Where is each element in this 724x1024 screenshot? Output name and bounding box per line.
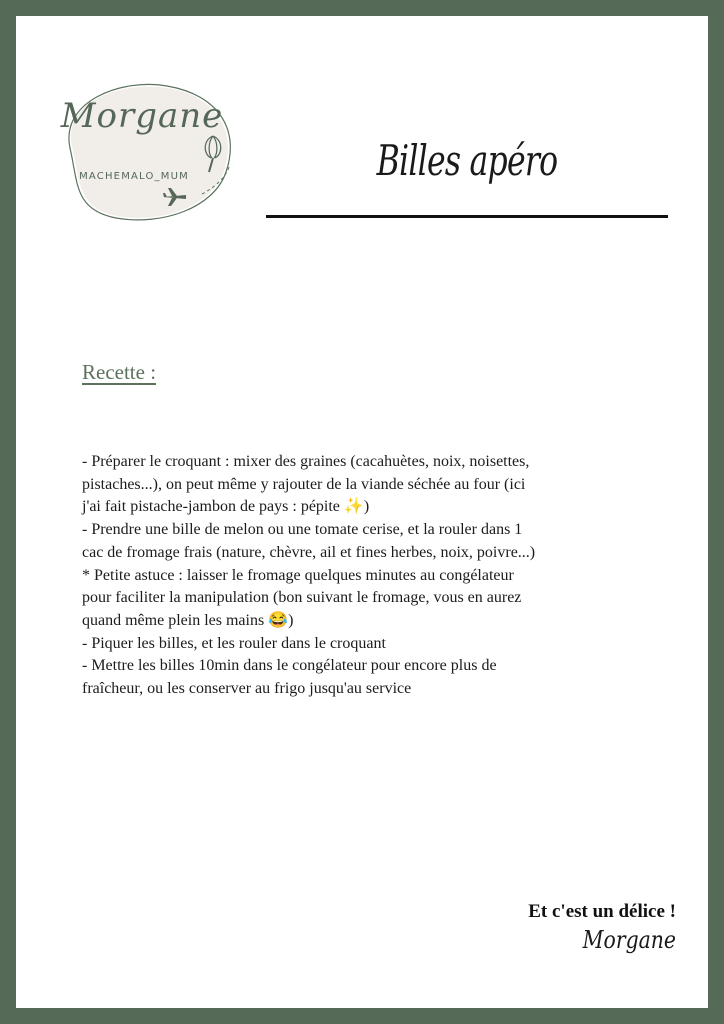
instruction-line: cac de fromage frais (nature, chèvre, ail et fines herbes, noix, poivre...) — [82, 543, 536, 561]
instruction-line: - Préparer le croquant : mixer des graines (cacahuètes, noix, noisettes, — [82, 453, 530, 470]
closing-line: Et c'est un délice ! — [528, 901, 676, 922]
title-divider — [266, 215, 668, 218]
recipe-page — [16, 16, 708, 1008]
instruction-line: fraîcheur, ou les conserver au frigo jusqu'au service — [82, 680, 412, 698]
recipe-title: Billes apéro — [376, 136, 558, 185]
logo-name: Morgane — [60, 96, 224, 136]
logo — [52, 76, 242, 266]
instructions — [82, 451, 622, 701]
airplane-icon — [162, 186, 188, 208]
whisk-icon — [200, 134, 226, 174]
instruction-line: * Petite astuce : laisser le fromage quelques minutes au congélateur — [82, 566, 514, 584]
logo-handle: MACHEMALO_MUM — [79, 171, 189, 182]
section-label: Recette : — [82, 360, 157, 384]
signature: Morgane — [582, 926, 676, 954]
instruction-line: - Piquer les billes, et les rouler dans le croquant — [82, 634, 386, 652]
instruction-line: - Prendre une bille de melon ou une tomate cerise, et la rouler dans 1 — [82, 521, 523, 539]
instruction-line: j'ai fait pistache-jambon de pays : pépite ✨) — [82, 498, 370, 516]
instruction-line: - Mettre les billes 10min dans le congélateur pour encore plus de — [82, 657, 497, 675]
instruction-line: pistaches...), on peut même y rajouter de la viande séchée au four (ici — [82, 475, 526, 493]
instruction-line: pour faciliter la manipulation (bon suivant le fromage, vous en aurez — [82, 589, 522, 607]
instruction-line: quand même plein les mains 😂) — [82, 611, 294, 629]
